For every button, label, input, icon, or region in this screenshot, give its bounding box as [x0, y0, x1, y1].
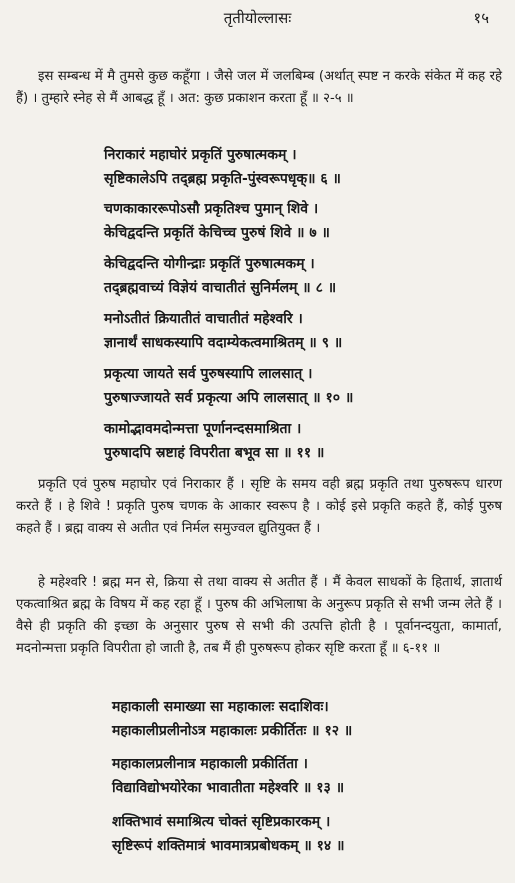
verse-line: प्रकृत्या जायते सर्व पुरुषस्यापि लालसात् । [104, 366, 313, 382]
verse-line: महाकाली समाख्या सा महाकालः सदाशिवः। [112, 699, 329, 715]
verse-line: ज्ञानार्थं साधकस्यापि वदाम्येकत्वमाश्रितम् ॥ ९ ॥ [104, 335, 343, 351]
verse-7 [104, 197, 330, 245]
verse-line: महाकालीप्रलीनोऽत्र महाकालः प्रकीर्तितः ॥ १२ ॥ [112, 723, 353, 739]
verse-line: मनोऽतीतं क्रियातीतं वाचातीतं महेश्वरि । [104, 311, 303, 327]
verse-line: सृष्टिकालेऽपि तद्ब्रह्म प्रकृति-पुंस्वरूपधृक्॥ ६ ॥ [104, 171, 341, 187]
verse-line: पुरुषाज्जायते सर्व प्रकृत्या अपि लालसात् ॥ १० ॥ [104, 390, 354, 406]
verse-line: तद्ब्रह्मवाच्यं विज्ञेयं वाचातीतं सुनिर्मलम् ॥ ८ ॥ [104, 280, 337, 296]
verse-6 [104, 143, 341, 191]
verse-line: चणकाकाररूपोऽसौ प्रकृतिश्च पुमान् शिवे । [104, 201, 319, 217]
verse-line: केचिद्वदन्ति योगीन्द्राः प्रकृतिं पुरुषात्मकम् । [104, 256, 315, 272]
verse-8 [104, 252, 336, 300]
verse-13 [112, 752, 344, 800]
verse-14 [112, 810, 344, 858]
paragraph-commentary-2: हे महेश्वरि ! ब्रह्म मन से, क्रिया से तथा वाक्य से अतीत हैं । मैं केवल साधकों के हितार्थ, ज्ञातार्थ एकत्वाश्रित ब्रह्म के विषय में कह रहा हूँ । पुरुष की अभिलाषा के अनुरूप प्रकृति से सभी जन्म लेते हैं । वैसे ही प्रकृति की इच्छा के अनुसार पुरुष से सभी की उत्पत्ति होती है । पूर्वानन्दयुता, कामार्ता, मदनोन्मत्ता प्रकृति विपरीता हो जाती है, तब मैं ही पुरुषरूप होकर सृष्टि करता हूँ ॥ ६-११ ॥ [16, 575, 502, 656]
paragraph-commentary-1: प्रकृति एवं पुरुष महाघोर एवं निराकार हैं । सृष्टि के समय वही ब्रह्म प्रकृति तथा पुरुषरूप धारण करते हैं । हे शिवे ! प्रकृति पुरुष चणक के आकार स्वरूप है । कोई इसे प्रकृति कहते हैं, कोई पुरुष कहते हैं । ब्रह्म वाक्य से अतीत एवं निर्मल समुज्वल द्युतियुक्त हैं । [16, 477, 502, 536]
page-number: १५ [473, 9, 489, 27]
verse-line: केचिद्वदन्ति प्रकृतिं केचिच्च पुरुषं शिवे ॥ ७ ॥ [104, 225, 330, 241]
verse-line: कामोद्भावमदोन्मत्ता पूर्णानन्दसमाश्रिता । [104, 421, 302, 437]
verse-line: पुरुषादपि स्रष्टाहं विपरीता बभूव सा ॥ ११ ॥ [104, 445, 325, 461]
verse-line: सृष्टिरूपं शक्तिमात्रं भावमात्रप्रबोधकम् ॥ १४ ॥ [112, 838, 345, 854]
chapter-title: तृतीयोल्लासः [223, 9, 292, 27]
verse-11 [104, 417, 324, 465]
verse-line: विद्याविद्योभयोरेका भावातीता महेश्वरि ॥ १३ ॥ [112, 780, 345, 796]
verse-line: निराकारं महाघोरं प्रकृतिं पुरुषात्मकम् । [104, 147, 297, 163]
paragraph-intro: इस सम्बन्ध में मै तुमसे कुछ कहूँगा । जैसे जल में जलबिम्ब (अर्थात् स्पष्ट न करके संकेत में कह रहे हैं) । तुम्हारे स्नेह से मैं आबद्ध हूँ । अत: कुछ प्रकाशन करता हूँ ॥ २-५ ॥ [16, 69, 502, 106]
verse-line: शक्तिभावं समाश्रित्य चोक्तं सृष्टिप्रकारकम् । [112, 814, 331, 830]
page-header [0, 8, 515, 32]
verse-line: महाकालप्रलीनात्र महाकाली प्रकीर्तिता । [112, 756, 308, 772]
verse-9 [104, 307, 342, 355]
verse-10 [104, 362, 353, 410]
verse-12 [112, 695, 352, 743]
